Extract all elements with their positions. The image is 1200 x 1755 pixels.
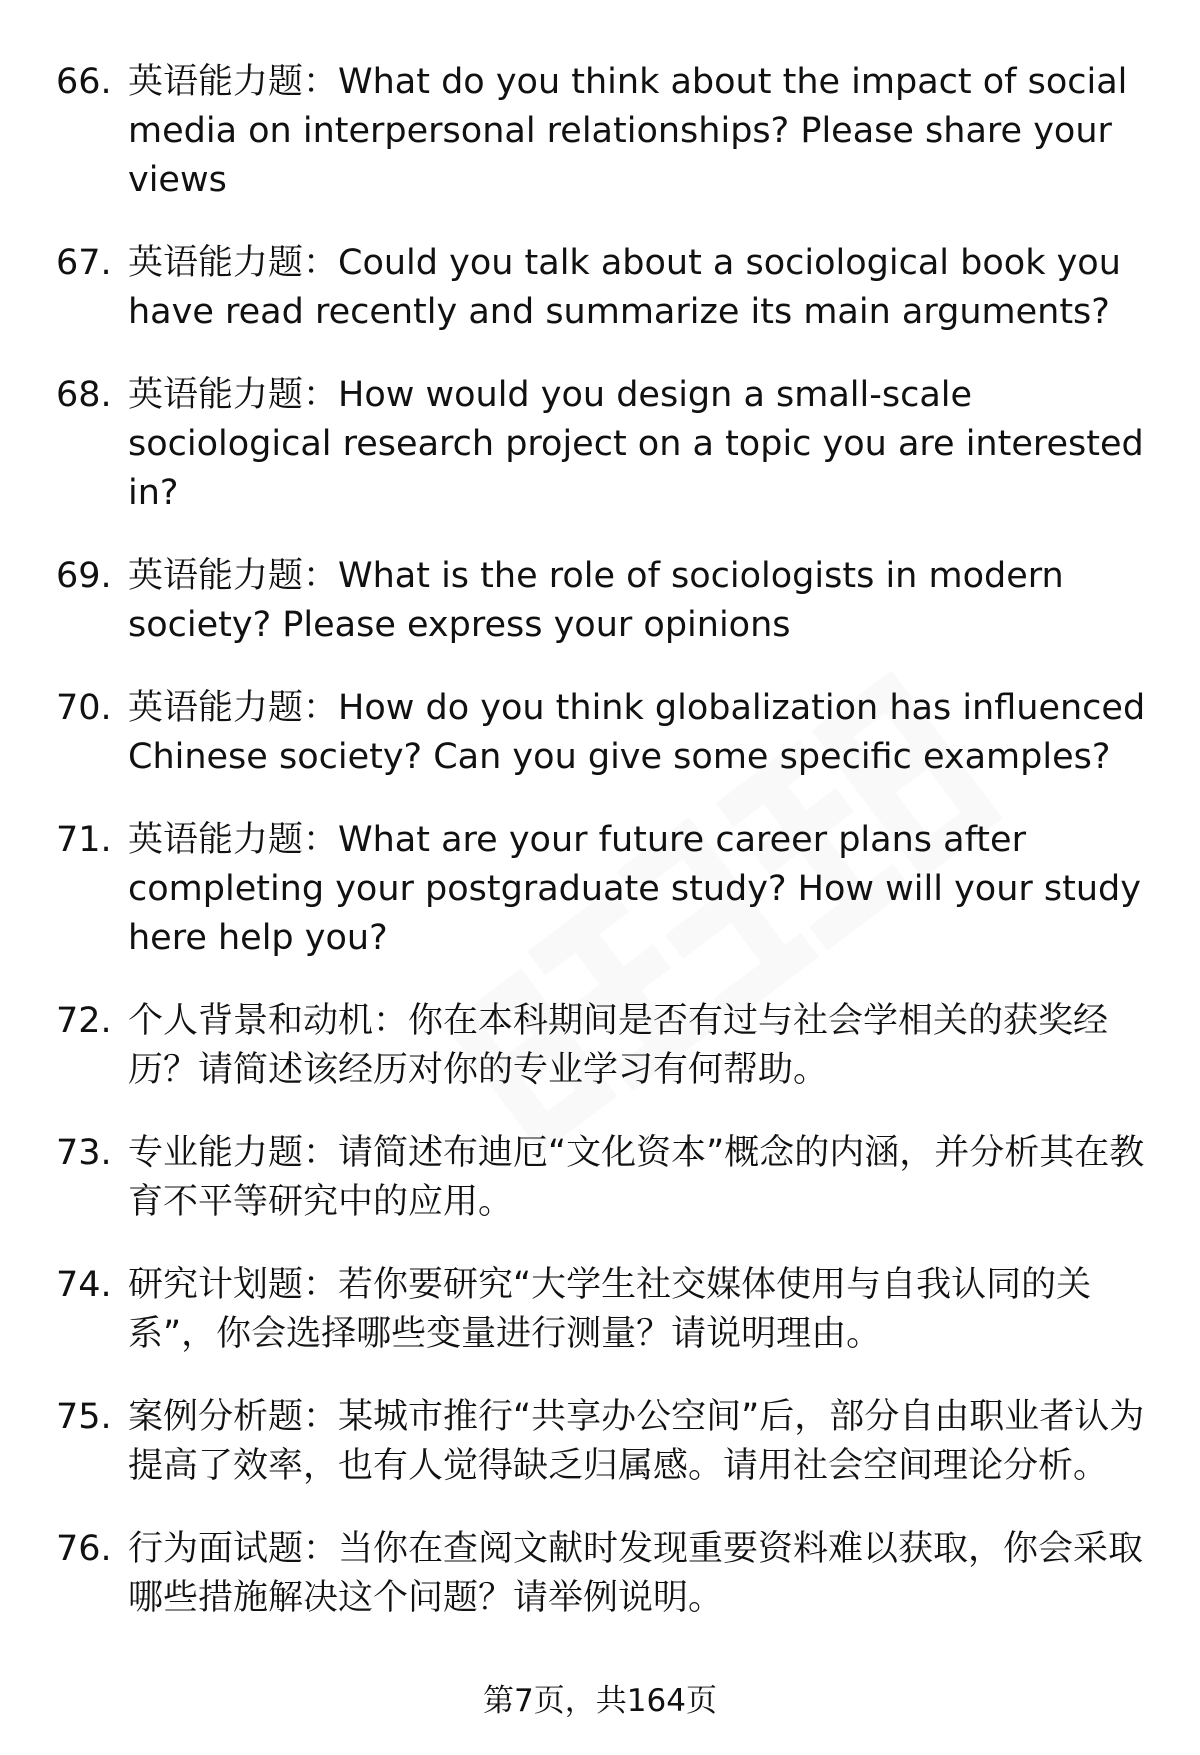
- question-text: 案例分析题：某城市推行“共享办公空间”后，部分自由职业者认为提高了效率，也有人觉得缺乏归属感。请用社会空间理论分析。: [128, 1397, 1145, 1486]
- question-number: 74.: [56, 1265, 112, 1305]
- question-number: 70.: [56, 688, 112, 728]
- question-text: 英语能力题：What is the role of sociologists in modern society? Please express your opinions: [128, 556, 1064, 645]
- question-text: 个人背景和动机：你在本科期间是否有过与社会学相关的获奖经历？请简述该经历对你的专业学习有何帮助。: [128, 1001, 1109, 1090]
- question-text: 英语能力题：Could you talk about a sociological book you have read recently and summarize its main arguments?: [128, 243, 1121, 332]
- question-number: 73.: [56, 1133, 112, 1173]
- question-item: [56, 1393, 1146, 1491]
- question-item: [56, 997, 1146, 1095]
- question-number: 68.: [56, 375, 112, 415]
- question-text: 英语能力题：What are your future career plans after completing your postgraduate study? How will your study here help you?: [128, 820, 1141, 958]
- question-text: 行为面试题：当你在查阅文献时发现重要资料难以获取，你会采取哪些措施解决这个问题？请举例说明。: [128, 1529, 1144, 1618]
- question-text: 英语能力题：How would you design a small-scale sociological research project on a topic you are interested in?: [128, 375, 1144, 513]
- question-number: 66.: [56, 62, 112, 102]
- question-item: [56, 684, 1146, 782]
- question-number: 71.: [56, 820, 112, 860]
- question-item: [56, 1525, 1146, 1623]
- question-number: 75.: [56, 1397, 112, 1437]
- question-item: [56, 58, 1146, 205]
- question-text: 英语能力题：How do you think globalization has influenced Chinese society? Can you give some specific examples?: [128, 688, 1146, 777]
- page-number-footer: 第7页，共164页: [483, 1683, 717, 1719]
- question-text: 专业能力题：请简述布迪厄“文化资本”概念的内涵，并分析其在教育不平等研究中的应用。: [128, 1133, 1145, 1222]
- question-number: 72.: [56, 1001, 112, 1041]
- question-number: 69.: [56, 556, 112, 596]
- question-item: [56, 1129, 1146, 1227]
- question-item: [56, 552, 1146, 650]
- question-text: 英语能力题：What do you think about the impact of social media on interpersonal relationships? Please share your views: [128, 62, 1128, 200]
- question-item: [56, 371, 1146, 518]
- question-text: 研究计划题：若你要研究“大学生社交媒体使用与自我认同的关系”，你会选择哪些变量进行测量？请说明理由。: [128, 1265, 1092, 1354]
- question-list: [56, 58, 1146, 1657]
- question-number: 76.: [56, 1529, 112, 1569]
- question-item: [56, 239, 1146, 337]
- question-number: 67.: [56, 243, 112, 283]
- question-item: [56, 1261, 1146, 1359]
- question-item: [56, 816, 1146, 963]
